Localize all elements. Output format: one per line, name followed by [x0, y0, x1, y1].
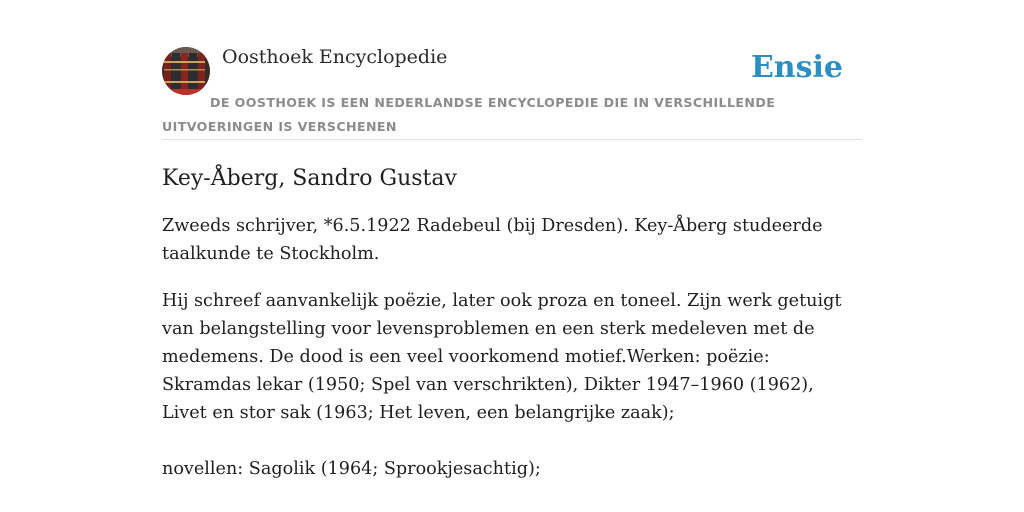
article	[162, 160, 862, 483]
article-paragraph: Hij schreef aanvankelijk poëzie, later ook proza en toneel. Zijn werk getuigt van belangstelling voor levensproblemen en een sterk medeleven met de medemens. De dood is een veel voorkomend motief.Werken: poëzie: Skramdas lekar (1950; Spel van verschrikten), Dikter 1947–1960 (1962), Livet en stor sak (1963; Het leven, een belangrijke zaak);	[162, 291, 842, 423]
publication-header	[162, 40, 862, 140]
publication-tagline: DE OOSTHOEK IS EEN NEDERLANDSE ENCYCLOPEDIE DIE IN VERSCHILLENDE UITVOERINGEN IS VERSCHENEN	[162, 95, 776, 134]
article-paragraph: novellen: Sagolik (1964; Sprookjesachtig);	[162, 459, 541, 479]
brand-logo[interactable]: Ensie	[750, 50, 843, 85]
avatar[interactable]	[162, 47, 210, 95]
article-paragraph: Zweeds schrijver, *6.5.1922 Radebeul (bij Dresden). Key-Åberg studeerde taalkunde te Stockholm.	[162, 216, 823, 264]
article-title: Key-Åberg, Sandro Gustav	[162, 166, 457, 191]
publication-name[interactable]: Oosthoek Encyclopedie	[222, 46, 448, 68]
book-spines-icon	[162, 47, 210, 95]
